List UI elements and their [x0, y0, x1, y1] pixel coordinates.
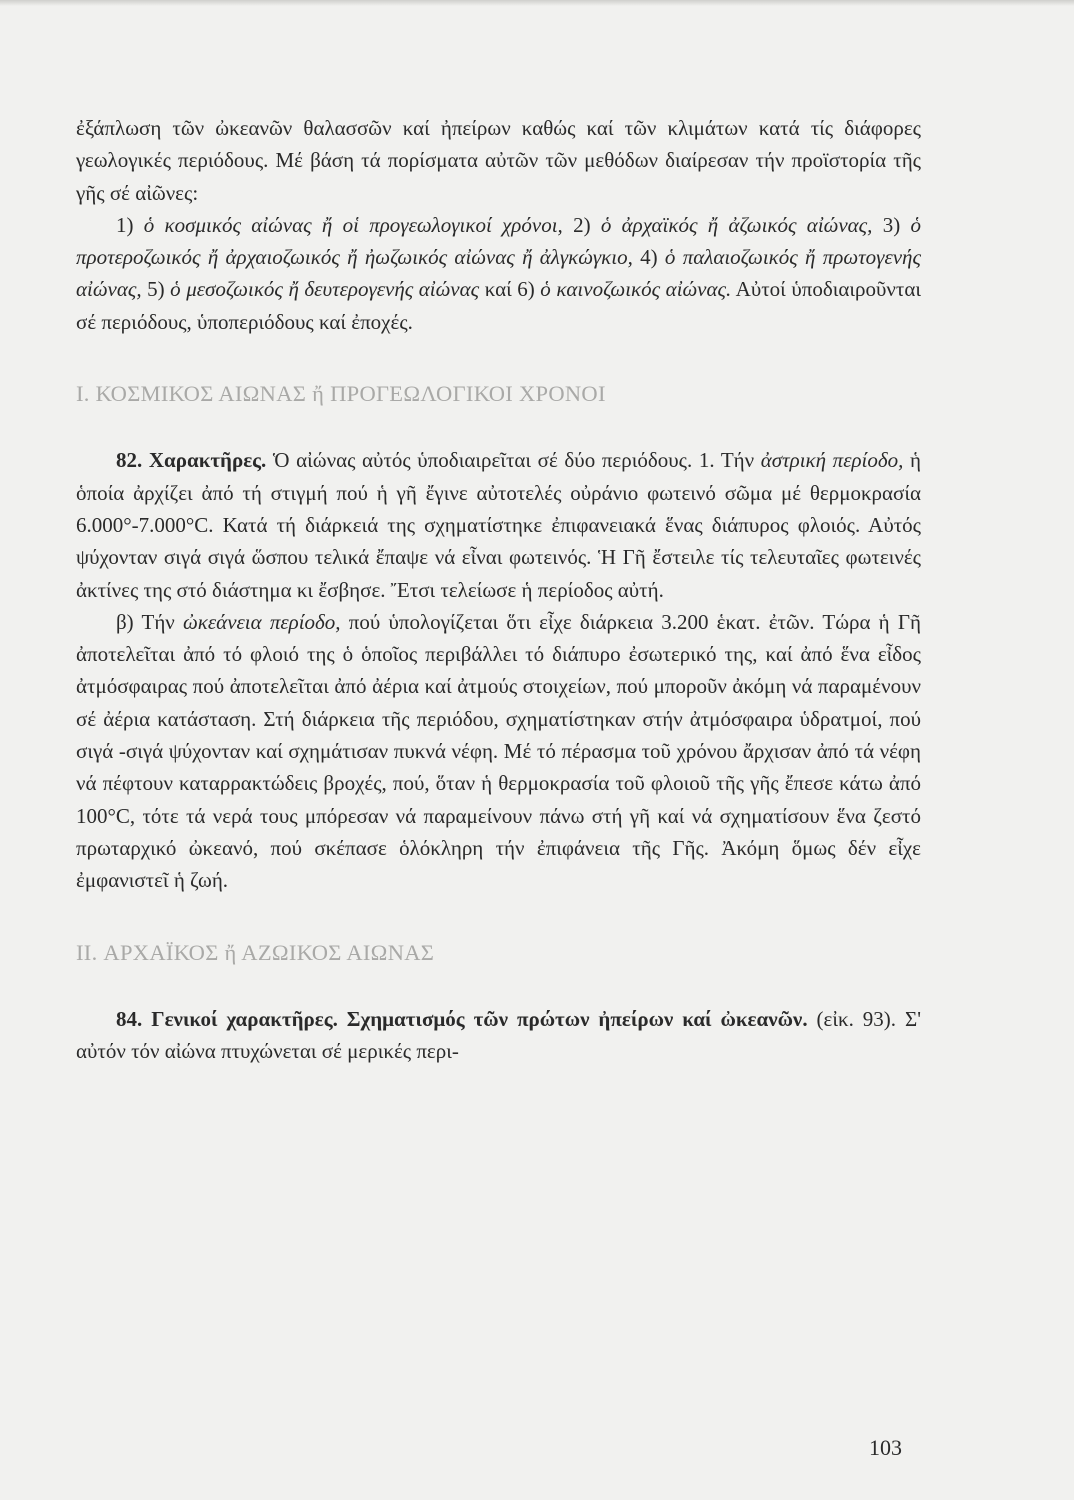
num-4: 4)	[632, 245, 665, 270]
section-84-text: (εἰκ. 93). Σ' αὐτόν τόν αἰώνα πτυχώνεται σέ μερικές περι-	[76, 1006, 921, 1064]
section-82-paragraph	[76, 444, 921, 605]
section-82-text-b: ἡ ὁποία ἀρχίζει ἀπό τή στιγμή πού ἡ γῆ ἔγινε αὐτοτελές οὐράνιο φωτεινό σῶμα μέ θερμοκρασία 6.000°-7.000°C. Κατά τή διάρκειά της σχηματίστηκε ἐπιφανειακά ἕνας διάπυρος φλοιός. Αὐτός ψύχονταν σιγά σιγά ὥσπου τελικά ἔπαψε νά εἶναι φωτεινός. Ἡ Γῆ ἔστειλε τίς τελευταῖες φωτεινές ἀκτίνες της στό διάστημα κι ἔσβησε. Ἔτσι τελείωσε ἡ περίοδος αὐτή.	[76, 448, 922, 602]
section-82-text-a: Ὁ αἰώνας αὐτός ὑποδιαιρεῖται σέ δύο περιόδους. 1. Τήν	[266, 448, 761, 473]
section-heading-2: II. ΑΡΧΑΪΚΟΣ ἤ ΑΖΩΙΚΟΣ ΑΙΩΝΑΣ	[76, 939, 435, 965]
page-top-edge	[0, 0, 1074, 6]
book-page	[76, 112, 921, 1067]
section-82-title: 82. Χαρακτῆρες.	[116, 448, 267, 473]
num-3: 3)	[872, 212, 911, 237]
oceanic-text-a: β) Τήν	[116, 609, 183, 634]
section-84-paragraph	[76, 1003, 921, 1068]
eon-1: ὁ κοσμικός αἰώνας ἤ οἱ προγεωλογικοί χρόνοι,	[143, 212, 563, 237]
section-84-title: 84. Γενικοί χαρακτῆρες. Σχηματισμός τῶν πρώτων ἠπείρων καί ὠκεανῶν.	[116, 1006, 808, 1031]
eon-4: ὁ παλαιοζωικός ἤ πρωτογενής αἰώνας,	[76, 245, 921, 302]
astral-period: ἀστρική περίοδο,	[760, 448, 904, 473]
oceanic-text-b: πού ὑπολογίζεται ὅτι εἶχε διάρκεια 3.200 ἑκατ. ἐτῶν. Τώρα ἡ Γῆ ἀποτελεῖται ἀπό τό φλοιό της ὁ ὁποῖος περιβάλλει τό διάπυρο ἐσωτερικό της, καί ἀπό ἕνα εἶδος ἀτμόσφαιρας πού ἀποτελεῖται ἀπό ἀέρια καί ἀτμούς στοιχείων, πού μποροῦν ἀκόμη νά παραμένουν σέ ἀέρια κατάσταση. Στή διάρκεια τῆς περιόδου, σχηματίστηκαν στήν ἀτμόσφαιρα ὑδρατμοί, πού σιγά -σιγά ψύχονταν καί σχημάτισαν πυκνά νέφη. Μέ τό πέρασμα τοῦ χρόνου ἄρχισαν ἀπό τά νέφη νά πέφτουν καταρρακτώδεις βροχές, πού, ὅταν ἡ θερμοκρασία τοῦ φλοιοῦ τῆς γῆς ἔπεσε κάτω ἀπό 100°C, τότε τά νερά τους μπόρεσαν νά παραμείνουν πάνω στή γῆ καί νά σχηματίσουν ἕνα ζεστό πρωταρχικό ὠκεανό, πού σκέπασε ὁλόκληρη τήν ἐπιφάνεια τῆς Γῆς. Ἀκόμη ὅμως δέν εἶχε ἐμφανιστεῖ ἡ ζωή.	[76, 609, 921, 893]
oceanic-period-paragraph	[76, 606, 921, 897]
num-1: 1)	[116, 212, 144, 237]
eon-6: ὁ καινοζωικός αἰώνας.	[540, 277, 732, 302]
num-5: 5)	[141, 277, 171, 302]
num-2: 2)	[562, 212, 601, 237]
intro-tail: Αὐτοί ὑποδιαιροῦνται σέ περιόδους, ὑποπεριόδους καί ἐποχές.	[76, 277, 922, 334]
eons-list-paragraph	[76, 209, 921, 338]
section-heading-1: I. ΚΟΣΜΙΚΟΣ ΑΙΩΝΑΣ ἤ ΠΡΟΓΕΩΛΟΓΙΚΟΙ ΧΡΟΝΟΙ	[76, 381, 606, 407]
page-number: 103	[869, 1435, 902, 1460]
oceanic-period: ὠκεάνεια περίοδο,	[182, 609, 341, 634]
num-6: καί 6)	[479, 277, 541, 302]
intro-paragraph	[76, 112, 921, 209]
eon-3: ὁ προτεροζωικός ἤ ἀρχαιοζωικός ἤ ἠωζωικός αἰώνας ἤ ἀλγκώγκιο,	[76, 212, 921, 270]
eon-5: ὁ μεσοζωικός ἤ δευτερογενής αἰώνας	[170, 277, 480, 302]
intro-text: ἐξάπλωση τῶν ὠκεανῶν θαλασσῶν καί ἠπείρων καθώς καί τῶν κλιμάτων κατά τίς διάφορες γεωλογικές περιόδους. Μέ βάση τά πορίσματα αὐτῶν τῶν μεθόδων διαίρεσαν τήν προϊστορία τῆς γῆς σέ αἰῶνες:	[76, 116, 921, 205]
eon-2: ὁ ἀρχαϊκός ἤ ἀζωικός αἰώνας,	[600, 212, 873, 237]
